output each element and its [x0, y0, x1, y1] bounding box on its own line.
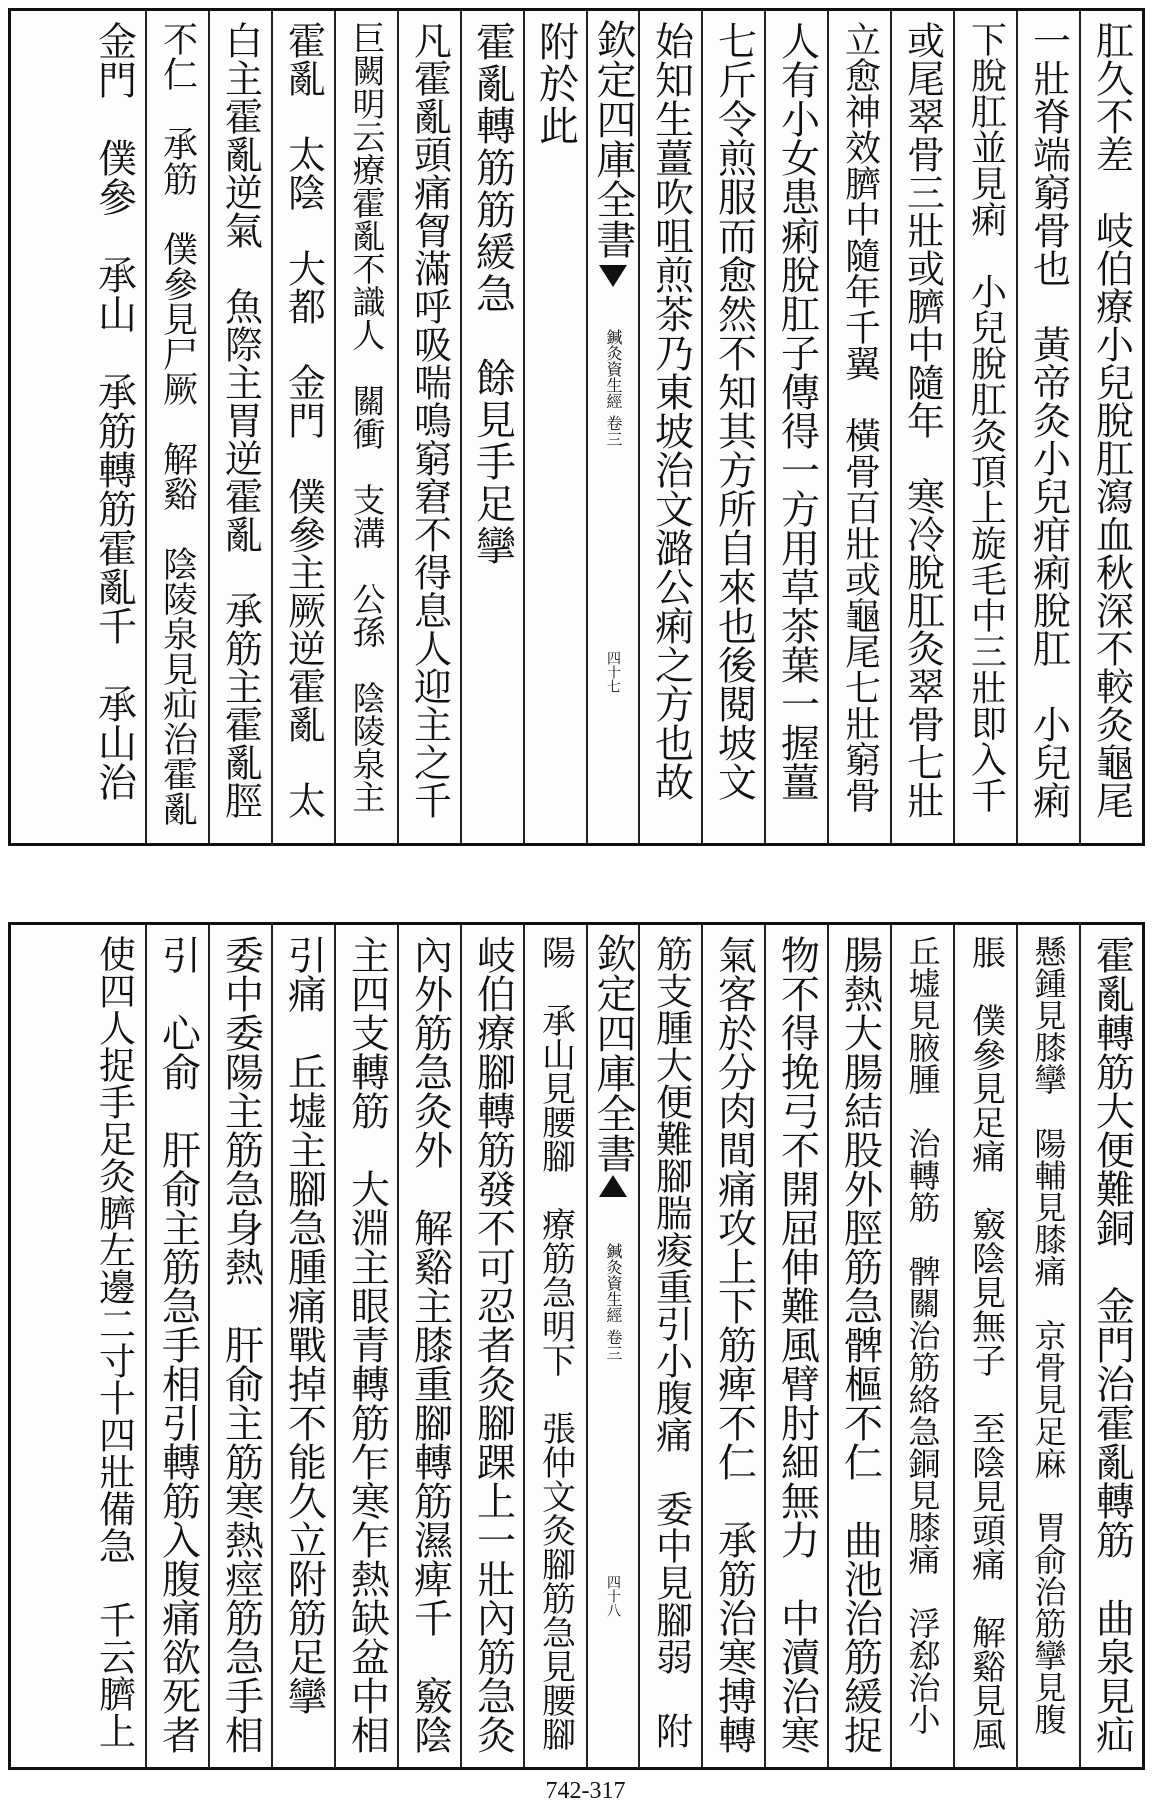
fish-tail-mark-icon [599, 1175, 627, 1197]
column-text: 物不得挽弓不開屈伸難風臂肘細無力 中瀆治寒 [774, 935, 820, 1754]
column-text: 或尾翠骨三壯或臍中隨年 寒冷脫肛灸翠骨七壯 [900, 21, 945, 819]
text-column [638, 11, 701, 843]
column-text: 脹 僕參見足痛 竅陰見無子 至陰見頭痛 解谿見風 [965, 935, 1006, 1751]
column-text: 始知生薑吹咀煎茶乃東坡治文潞公痢之方也故 [648, 21, 694, 801]
column-text: 陽 承山見腰腳 療筋急明下 張仲文灸腳筋急見腰腳 [535, 935, 576, 1751]
text-column [460, 11, 523, 843]
book-subtitle: 鍼灸資生經 [604, 329, 623, 409]
column-text: 霍亂 太陰 大都 金門 僕參主厥逆霍亂 太 [281, 21, 326, 819]
text-column [827, 11, 890, 843]
top-text-columns [11, 11, 1142, 843]
column-text: 筋支腫大便難腳腨痠重引小腹痛 委中見腳弱 附 [649, 935, 693, 1749]
book-title: 欽定四庫全書 [590, 19, 636, 259]
column-text: 白主霍亂逆氣 魚際主胃逆霍亂 承筋主霍亂脛 [218, 21, 263, 819]
text-column [890, 925, 953, 1767]
column-text: 附於此 [532, 21, 579, 147]
text-column [334, 925, 397, 1767]
book-title: 欽定四庫全書 [590, 933, 636, 1173]
page-number: 四十七 [605, 651, 621, 693]
volume-label: 卷三 [604, 1329, 623, 1361]
column-text: 人有小女患痢脫肛子傳得一方用草茶葉一握薑 [774, 21, 820, 801]
catalog-number: 742-317 [545, 1778, 626, 1804]
column-text: 引 心俞 肝俞主筋急手相引轉筋入腹痛欲死者 [155, 935, 201, 1754]
text-column [208, 11, 271, 843]
text-column [334, 11, 397, 843]
text-column [953, 11, 1016, 843]
text-column [397, 925, 460, 1767]
column-text: 主四支轉筋 大淵主眼青轉筋乍寒乍熱缺盆中相 [344, 935, 390, 1754]
text-column [523, 11, 586, 843]
column-text: 霍亂轉筋筋緩急 餘見手足攣 [469, 21, 516, 567]
text-column [701, 925, 764, 1767]
center-spine [586, 925, 638, 1767]
column-text: 岐伯療腳轉筋發不可忍者灸腳踝上一壯內筋急灸 [470, 935, 516, 1754]
text-column [890, 11, 953, 843]
text-column [82, 11, 145, 843]
text-column [953, 925, 1016, 1767]
column-text: 立愈神效臍中隨年千翼 橫骨百壯或龜尾七壯窮骨 [839, 21, 881, 813]
text-column [1016, 11, 1079, 843]
text-column [764, 925, 827, 1767]
text-column [827, 925, 890, 1767]
page-number: 四十八 [605, 1575, 621, 1617]
text-column [460, 925, 523, 1767]
bottom-page-panel [8, 922, 1145, 1770]
bottom-text-columns [11, 925, 1142, 1767]
fish-tail-mark-icon [599, 265, 627, 287]
text-column [145, 925, 208, 1767]
text-column [1079, 925, 1142, 1767]
column-text: 一壯脊端窮骨也 黃帝灸小兒疳痢脫肛 小兒痢 [1026, 21, 1071, 819]
column-text: 懸鍾見膝攣 陽輔見膝痛 京骨見足麻 胃俞治筋攣見腹 [1029, 935, 1068, 1735]
text-column [271, 925, 334, 1767]
text-column [208, 925, 271, 1767]
column-text: 委中委陽主筋急身熱 肝俞主筋寒熱痙筋急手相 [218, 935, 264, 1754]
column-text: 引痛 丘墟主腳急腫痛戰掉不能久立附筋足攣 [281, 935, 327, 1715]
column-text: 使四人捉手足灸臍左邊二寸十四壯備急 千云臍上 [92, 935, 136, 1749]
book-subtitle: 鍼灸資生經 [604, 1243, 623, 1323]
text-column [397, 11, 460, 843]
center-spine [586, 11, 638, 843]
column-text: 丘墟見腋腫 治轉筋 髀關治筋絡急銅見膝痛 浮郄治小 [903, 935, 942, 1735]
text-column [1079, 11, 1142, 843]
text-column [271, 11, 334, 843]
top-page-panel [8, 8, 1145, 846]
column-text: 內外筋急灸外 解谿主膝重腳轉筋濕痺千 竅陰 [407, 935, 453, 1754]
text-column [764, 11, 827, 843]
column-text: 巨闕明云療霍亂不識人 關衝 支溝 公孫 陰陵泉主 [347, 21, 387, 813]
column-text: 金門 僕參 承山 承筋轉筋霍亂千 承山治 [91, 21, 137, 801]
text-column [638, 925, 701, 1767]
volume-label: 卷三 [604, 415, 623, 447]
column-text: 霍亂轉筋大便難銅 金門治霍亂轉筋 曲泉見疝 [1089, 935, 1135, 1754]
column-text: 凡霍亂頭痛胷滿呼吸喘鳴窮窘不得息人迎主之千 [407, 21, 452, 819]
column-text: 不仁 承筋 僕參見尸厥 解谿 陰陵泉見疝治霍亂 [157, 21, 198, 826]
column-text: 下脫肛並見痢 小兒脫肛灸頂上旋毛中三壯即入千 [965, 21, 1007, 813]
column-text: 腸熱大腸結股外脛筋急髀樞不仁 曲池治筋緩捉 [837, 935, 883, 1754]
text-column [523, 925, 586, 1767]
text-column [145, 11, 208, 843]
text-column [1016, 925, 1079, 1767]
column-text: 七斤令煎服而愈然不知其方所自來也後閱坡文 [711, 21, 757, 801]
text-column [701, 11, 764, 843]
column-text: 肛久不差 岐伯療小兒脫肛瀉血秋深不較灸龜尾 [1089, 21, 1134, 819]
column-text: 氣客於分肉間痛攻上下筋痺不仁 承筋治寒搏轉 [711, 935, 757, 1754]
text-column [82, 925, 145, 1767]
